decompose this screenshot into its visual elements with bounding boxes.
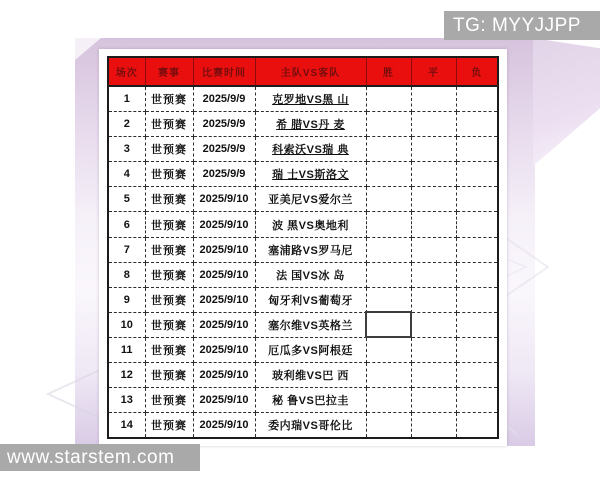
cell-no: 9 xyxy=(108,287,145,312)
cell-match[interactable]: 克罗地VS黑 山 xyxy=(255,86,366,112)
cell-event: 世预赛 xyxy=(145,337,193,362)
odds-cell-win[interactable] xyxy=(366,237,411,262)
odds-cell-lose[interactable] xyxy=(456,187,498,212)
odds-cell-draw[interactable] xyxy=(411,237,456,262)
table-row xyxy=(108,86,498,112)
cell-no: 3 xyxy=(108,137,145,162)
odds-cell-draw[interactable] xyxy=(411,86,456,112)
odds-cell-lose[interactable] xyxy=(456,287,498,312)
cell-time: 2025/9/10 xyxy=(193,312,255,337)
odds-cell-lose[interactable] xyxy=(456,162,498,187)
cell-no: 14 xyxy=(108,413,145,439)
match-table xyxy=(107,56,499,439)
cell-event: 世预赛 xyxy=(145,363,193,388)
cell-match[interactable]: 委内瑞VS哥伦比 xyxy=(255,413,366,439)
cell-time: 2025/9/10 xyxy=(193,337,255,362)
odds-cell-lose[interactable] xyxy=(456,237,498,262)
cell-match[interactable]: 塞尔维VS英格兰 xyxy=(255,312,366,337)
cell-event: 世预赛 xyxy=(145,162,193,187)
odds-cell-win[interactable] xyxy=(366,388,411,413)
column-header-event: 赛事 xyxy=(145,57,193,86)
odds-cell-draw[interactable] xyxy=(411,212,456,237)
table-row xyxy=(108,212,498,237)
odds-cell-draw[interactable] xyxy=(411,112,456,137)
cell-time: 2025/9/10 xyxy=(193,262,255,287)
table-row xyxy=(108,262,498,287)
odds-cell-draw[interactable] xyxy=(411,312,456,337)
odds-cell-draw[interactable] xyxy=(411,162,456,187)
cell-event: 世预赛 xyxy=(145,413,193,439)
table-row xyxy=(108,137,498,162)
cell-time: 2025/9/10 xyxy=(193,212,255,237)
column-header-draw: 平 xyxy=(411,57,456,86)
table-row xyxy=(108,237,498,262)
odds-cell-lose[interactable] xyxy=(456,413,498,439)
odds-cell-lose[interactable] xyxy=(456,212,498,237)
table-row xyxy=(108,337,498,362)
table-row xyxy=(108,112,498,137)
odds-cell-win[interactable] xyxy=(366,212,411,237)
odds-cell-draw[interactable] xyxy=(411,287,456,312)
cell-event: 世预赛 xyxy=(145,237,193,262)
cell-no: 13 xyxy=(108,388,145,413)
odds-cell-draw[interactable] xyxy=(411,187,456,212)
cell-no: 4 xyxy=(108,162,145,187)
card-top-right-extension xyxy=(533,38,600,166)
website-watermark-text: www.starstem.com xyxy=(7,446,175,468)
cell-time: 2025/9/10 xyxy=(193,363,255,388)
column-header-no: 场次 xyxy=(108,57,145,86)
odds-cell-lose[interactable] xyxy=(456,363,498,388)
table-header-row xyxy=(108,57,498,86)
odds-cell-win[interactable] xyxy=(366,363,411,388)
cell-no: 5 xyxy=(108,187,145,212)
cell-match[interactable]: 波 黑VS奥地利 xyxy=(255,212,366,237)
odds-cell-win[interactable] xyxy=(366,86,411,112)
website-watermark-bar xyxy=(0,444,200,471)
cell-match[interactable]: 瑞 士VS斯洛文 xyxy=(255,162,366,187)
cell-no: 6 xyxy=(108,212,145,237)
cell-time: 2025/9/10 xyxy=(193,187,255,212)
selected-odds-cell[interactable] xyxy=(366,312,411,337)
cell-no: 2 xyxy=(108,112,145,137)
odds-cell-win[interactable] xyxy=(366,162,411,187)
cell-time: 2025/9/9 xyxy=(193,86,255,112)
odds-cell-win[interactable] xyxy=(366,413,411,439)
cell-no: 11 xyxy=(108,337,145,362)
odds-cell-draw[interactable] xyxy=(411,137,456,162)
cell-match[interactable]: 玻利维VS巴 西 xyxy=(255,363,366,388)
cell-match[interactable]: 法 国VS冰 岛 xyxy=(255,262,366,287)
cell-event: 世预赛 xyxy=(145,212,193,237)
cell-time: 2025/9/9 xyxy=(193,137,255,162)
odds-cell-win[interactable] xyxy=(366,137,411,162)
cell-event: 世预赛 xyxy=(145,262,193,287)
cell-event: 世预赛 xyxy=(145,187,193,212)
odds-cell-lose[interactable] xyxy=(456,312,498,337)
odds-cell-draw[interactable] xyxy=(411,337,456,362)
match-table-container xyxy=(99,49,507,446)
cell-event: 世预赛 xyxy=(145,388,193,413)
odds-cell-draw[interactable] xyxy=(411,388,456,413)
odds-cell-win[interactable] xyxy=(366,337,411,362)
odds-cell-draw[interactable] xyxy=(411,413,456,439)
cell-time: 2025/9/9 xyxy=(193,112,255,137)
cell-match[interactable]: 秘 鲁VS巴拉圭 xyxy=(255,388,366,413)
cell-no: 12 xyxy=(108,363,145,388)
odds-cell-lose[interactable] xyxy=(456,112,498,137)
column-header-time: 比赛时间 xyxy=(193,57,255,86)
odds-cell-win[interactable] xyxy=(366,112,411,137)
table-row xyxy=(108,187,498,212)
cell-no: 7 xyxy=(108,237,145,262)
odds-cell-win[interactable] xyxy=(366,262,411,287)
table-row xyxy=(108,312,498,337)
odds-cell-lose[interactable] xyxy=(456,337,498,362)
cell-match[interactable]: 塞浦路VS罗马尼 xyxy=(255,237,366,262)
cell-event: 世预赛 xyxy=(145,312,193,337)
cell-time: 2025/9/10 xyxy=(193,237,255,262)
cell-match[interactable]: 厄瓜多VS阿根廷 xyxy=(255,337,366,362)
cell-time: 2025/9/10 xyxy=(193,287,255,312)
odds-cell-win[interactable] xyxy=(366,287,411,312)
cell-no: 8 xyxy=(108,262,145,287)
cell-match[interactable]: 科索沃VS瑞 典 xyxy=(255,137,366,162)
cell-time: 2025/9/10 xyxy=(193,413,255,439)
odds-cell-lose[interactable] xyxy=(456,262,498,287)
odds-cell-win[interactable] xyxy=(366,187,411,212)
cell-time: 2025/9/10 xyxy=(193,388,255,413)
odds-cell-lose[interactable] xyxy=(456,137,498,162)
odds-cell-draw[interactable] xyxy=(411,363,456,388)
cell-match[interactable]: 希 腊VS丹 麦 xyxy=(255,112,366,137)
cell-event: 世预赛 xyxy=(145,86,193,112)
odds-cell-lose[interactable] xyxy=(456,86,498,112)
column-header-match: 主队VS客队 xyxy=(255,57,366,86)
table-row xyxy=(108,413,498,439)
column-header-win: 胜 xyxy=(366,57,411,86)
cell-event: 世预赛 xyxy=(145,287,193,312)
chevron-watermark-left xyxy=(42,368,102,420)
odds-cell-draw[interactable] xyxy=(411,262,456,287)
cell-match[interactable]: 亚美尼VS爱尔兰 xyxy=(255,187,366,212)
telegram-watermark-text: TG: MYYJJPP xyxy=(453,14,581,36)
table-row xyxy=(108,162,498,187)
table-row xyxy=(108,287,498,312)
column-header-lose: 负 xyxy=(456,57,498,86)
telegram-watermark-bar xyxy=(444,11,600,40)
cell-event: 世预赛 xyxy=(145,112,193,137)
cell-no: 10 xyxy=(108,312,145,337)
cell-no: 1 xyxy=(108,86,145,112)
cell-event: 世预赛 xyxy=(145,137,193,162)
cell-time: 2025/9/9 xyxy=(193,162,255,187)
table-row xyxy=(108,363,498,388)
cell-match[interactable]: 匈牙利VS葡萄牙 xyxy=(255,287,366,312)
odds-cell-lose[interactable] xyxy=(456,388,498,413)
table-row xyxy=(108,388,498,413)
